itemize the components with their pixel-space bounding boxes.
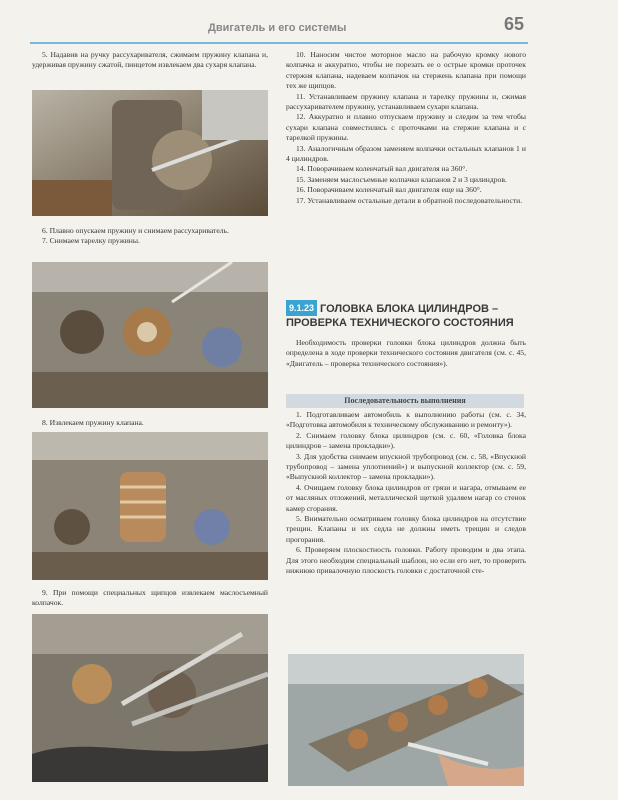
- proc-step-4: 4. Очищаем головку блока цилиндров от грязи и нагара, отмываем ее от масляных отложений, металлической щеткой удаляем нагар со стенок камер сгорания.: [286, 482, 526, 513]
- proc-step-3: 3. Для удобства снимаем впускной трубопровод (см. с. 58, «Впускной трубопровод – замена уплотнений») и выпускной коллектор (см. с. 59, «Выпускной коллектор – замена прокладки»).: [286, 451, 526, 482]
- step-17: 17. Устанавливаем остальные детали в обратной последовательности.: [296, 195, 523, 205]
- step-13: 13. Аналогичным образом заменяем колпачки остальных клапанов 1 и 4 цилиндров.: [286, 143, 526, 164]
- step-10: 10. Наносим чистое моторное масло на рабочую кромку нового колпачка и аккуратно, чтобы не порезать ее о острые кромки проточек стержня клапана, надеваем колпачок на стержень клапана при помощи тех же щипцов.: [286, 50, 526, 91]
- photo-step-9: [32, 614, 268, 782]
- header-section-title: Двигатель и его системы: [208, 22, 347, 34]
- left-step-5: 5. Надавив на ручку рассухаривателя, сжимаем пружину клапана и, удерживая пружину сжатой, пинцетом извлекаем два сухаря клапана.: [32, 50, 268, 70]
- proc-step-5: 5. Внимательно осматриваем головку блока цилиндров на отсутствие трещин. Клапаны и их седла не должны иметь трещин и следов прогорания.: [286, 514, 526, 544]
- step-15: 15. Заменяем маслосъемные колпачки клапанов 2 и 3 цилиндров.: [296, 174, 507, 184]
- page-header: [30, 14, 528, 44]
- left-step-8: 8. Извлекаем пружину клапана.: [42, 418, 144, 427]
- right-steps: [286, 50, 526, 206]
- proc-step-6: 6. Проверяем плоскостность головки. Работу проводим в два этапа. Для этого необходим специальный шаблон, но если его нет, то проверить нижнюю привалочную плоскость головки с достаточной сте-: [286, 545, 526, 576]
- photo-head-check: [288, 654, 524, 786]
- left-step-9: 9. При помощи специальных щипцов извлекаем маслосъемный колпачок.: [32, 588, 268, 608]
- section-number-badge: 9.1.23: [286, 300, 317, 316]
- photo-step-7: [32, 262, 268, 408]
- proc-step-1: 1. Подготавливаем автомобиль к выполнению работы (см. с. 34, «Подготовка автомобиля к техническому обслуживанию и ремонту»).: [286, 410, 526, 430]
- section-intro: Необходимость проверки головки блока цилиндров должна быть определена в ходе проверки технического состояния двигателя (см. с. 45, «Двигатель – проверка технического состояния»).: [286, 338, 526, 368]
- page-number: 65: [503, 14, 524, 34]
- photo-step-8: [32, 432, 268, 580]
- procedure-heading: Последовательность выполнения: [286, 394, 524, 408]
- left-step-6-7: 6. Плавно опускаем пружину и снимаем рассухариватель. 7. Снимаем тарелку пружины.: [42, 226, 229, 246]
- procedure-steps: [286, 410, 526, 577]
- step-16: 16. Поворачиваем коленчатый вал двигателя еще на 360°.: [296, 185, 482, 195]
- section-title: ГОЛОВКА БЛОКА ЦИЛИНДРОВ – ПРОВЕРКА ТЕХНИЧЕСКОГО СОСТОЯНИЯ: [286, 303, 514, 329]
- step-12: 12. Аккуратно и плавно отпускаем пружину и следим за тем чтобы сухари клапана совместились с проточками на стержне клапана и с тарелкой пружины.: [286, 112, 526, 143]
- section-heading: [286, 300, 526, 330]
- step-11: 11. Устанавливаем пружину клапана и тарелку пружины и, сжимая рассухаривателем пружину, устанавливаем сухари клапана.: [286, 91, 526, 112]
- photo-step-5: [32, 90, 268, 216]
- proc-step-2: 2. Снимаем головку блока цилиндров (см. с. 60, «Головка блока цилиндров – замена прокладки»).: [286, 430, 526, 451]
- step-14: 14. Поворачиваем коленчатый вал двигателя на 360°.: [296, 164, 468, 174]
